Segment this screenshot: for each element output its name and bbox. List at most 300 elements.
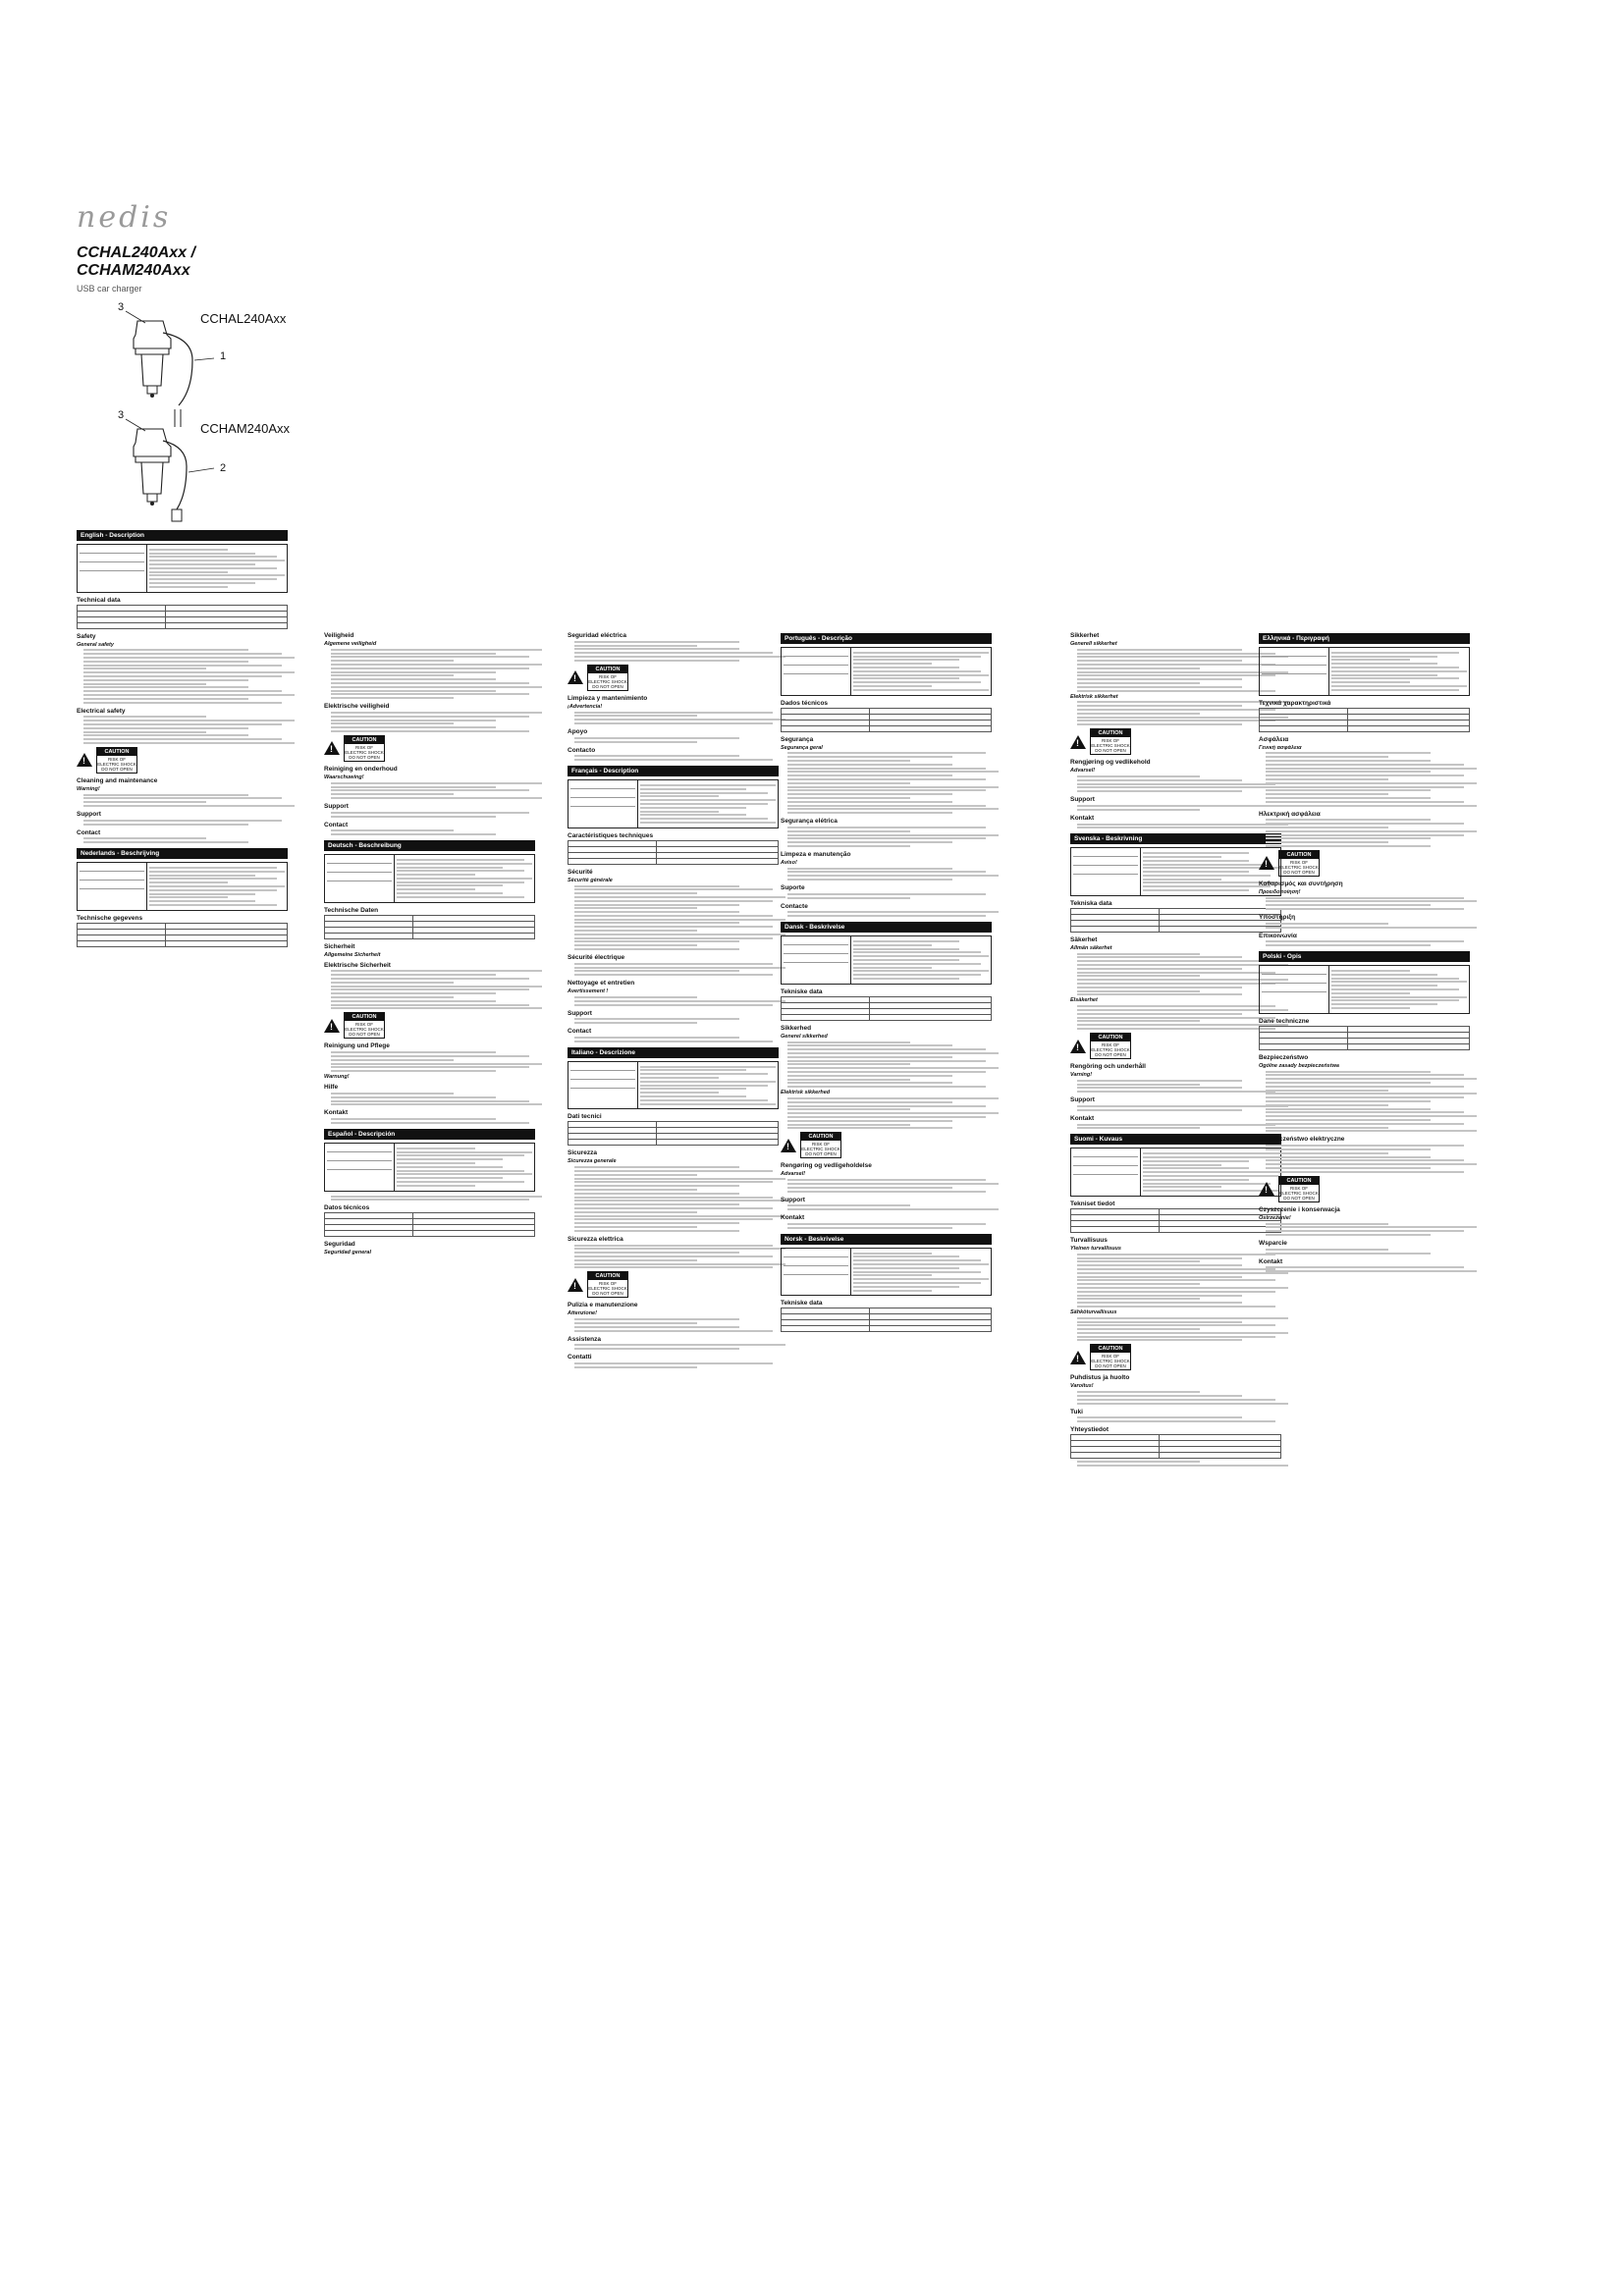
text-line: [331, 712, 542, 714]
text-line: [1266, 1266, 1464, 1268]
caution-title: CAUTION: [345, 736, 384, 744]
text-line: [331, 982, 454, 984]
caution-title: CAUTION: [1279, 851, 1319, 859]
text-line: [1266, 1253, 1431, 1255]
text-line: [574, 1200, 785, 1201]
callout-number: 3: [118, 409, 125, 421]
text-line: [1143, 875, 1270, 877]
section-heading: Contacte: [781, 902, 808, 910]
text-line: [149, 563, 254, 565]
model-label-bottom: CCHAM240Axx: [200, 421, 291, 436]
legend-row: [80, 562, 144, 571]
text-line: [787, 1086, 986, 1088]
text-line: [331, 1122, 529, 1124]
text-line: [331, 722, 454, 724]
caution-title: CAUTION: [1091, 1034, 1130, 1041]
text-line: [83, 841, 248, 843]
text-line: [787, 782, 910, 784]
text-line: [853, 1263, 989, 1265]
text-line: [1143, 856, 1221, 858]
text-line: [574, 1362, 773, 1364]
text-line: [1077, 1403, 1288, 1405]
caution-line: RISK OF ELECTRIC SHOCK: [1091, 1042, 1130, 1053]
text-line: [331, 730, 529, 732]
spec-row: [568, 858, 779, 864]
text-line: [1077, 1005, 1275, 1007]
text-line: [1266, 923, 1388, 925]
text-line: [1077, 682, 1200, 684]
section-heading: Contact: [77, 828, 101, 836]
text-line: [787, 752, 986, 754]
description-text: [395, 855, 534, 902]
text-line: [331, 1196, 542, 1198]
brand-logo: nedis: [77, 200, 172, 235]
caution-badge: [587, 665, 628, 691]
text-line: [787, 1044, 952, 1046]
description-legend: [1071, 848, 1141, 895]
caution-line: DO NOT OPEN: [805, 1151, 837, 1157]
caution-line: DO NOT OPEN: [1283, 869, 1315, 875]
text-line: [331, 812, 529, 814]
text-line: [787, 789, 986, 791]
text-line: [1266, 1074, 1464, 1076]
text-line: [149, 578, 276, 580]
warning-triangle-icon: [1070, 735, 1086, 749]
text-line: [574, 1226, 697, 1228]
text-line: [853, 940, 958, 942]
legend-row: [80, 545, 144, 554]
text-line: [331, 1063, 542, 1065]
text-line: [787, 1183, 999, 1185]
text-line: [787, 841, 952, 843]
text-line: [853, 681, 980, 683]
text-line: [1077, 964, 1288, 966]
text-line: [1331, 685, 1467, 687]
section-heading: Rengjøring og vedlikehold: [1070, 759, 1151, 767]
text-line: [574, 1222, 739, 1224]
text-line: [1143, 1160, 1248, 1162]
spec-label: [1071, 1226, 1160, 1232]
section-heading-bar: Polski - Opis: [1259, 951, 1470, 962]
section-heading: Tekniset tiedot: [1070, 1200, 1115, 1207]
text-line: [1077, 1324, 1275, 1326]
subheading: ¡Advertencia!: [568, 703, 603, 710]
text-line: [1077, 972, 1275, 974]
spec-value: [1347, 725, 1469, 731]
subheading: Advarsel!: [781, 1171, 806, 1178]
spec-value: [656, 858, 778, 864]
text-line: [1077, 1084, 1200, 1086]
text-line: [574, 970, 739, 972]
description-text: [147, 545, 287, 592]
text-line: [331, 653, 496, 655]
spec-table: [781, 1308, 992, 1332]
text-line: [1077, 1024, 1288, 1026]
text-line: [574, 1004, 773, 1006]
text-line: [397, 863, 532, 865]
text-line: [1077, 664, 1275, 666]
caution-line: DO NOT OPEN: [1095, 748, 1126, 754]
spec-table: [77, 605, 288, 629]
text-line: [574, 1266, 773, 1268]
text-line: [1077, 1276, 1242, 1278]
text-line: [397, 1148, 475, 1149]
text-line: [787, 801, 952, 803]
caution-badge: [344, 1012, 385, 1039]
spec-label: [1260, 725, 1348, 731]
section-heading: Caractéristiques techniques: [568, 831, 654, 839]
text-line: [1266, 1171, 1464, 1173]
description-table: [77, 862, 288, 911]
spec-row: [1071, 926, 1281, 932]
spec-label: [1071, 926, 1160, 932]
text-line: [149, 574, 285, 576]
section-heading: Kontakt: [1070, 814, 1095, 822]
section-heading: Segurança elétrica: [781, 818, 838, 826]
text-line: [640, 1066, 776, 1068]
text-line: [574, 712, 773, 714]
legend-row: [784, 936, 848, 945]
text-line: [787, 1060, 986, 1062]
text-line: [83, 686, 248, 688]
text-line: [787, 875, 999, 877]
description-table: [568, 1061, 779, 1110]
spec-table: [781, 996, 992, 1021]
text-line: [397, 1162, 475, 1164]
text-line: [1077, 1291, 1275, 1293]
caution-text: [588, 1280, 627, 1297]
caution-title: CAUTION: [801, 1133, 840, 1141]
text-line: [1266, 1093, 1477, 1095]
subheading: Aviso!: [781, 859, 797, 866]
section-heading: Contacto: [568, 746, 596, 754]
text-line: [787, 1079, 910, 1081]
description-text: [851, 1249, 991, 1296]
text-line: [1077, 786, 1288, 788]
text-line: [149, 904, 276, 906]
text-line: [787, 1105, 986, 1107]
text-line: [1077, 983, 1275, 985]
text-line: [574, 1348, 739, 1350]
text-line: [574, 1041, 773, 1042]
text-line: [574, 885, 739, 887]
section-heading: Sécurité électrique: [568, 954, 625, 962]
text-line: [1266, 845, 1431, 847]
text-line: [853, 948, 958, 950]
text-line: [787, 1120, 952, 1122]
text-line: [83, 657, 295, 659]
subheading: Elsäkerhet: [1070, 997, 1098, 1004]
text-line: [1143, 852, 1248, 854]
text-line: [149, 889, 276, 891]
warning-triangle-icon: [781, 1139, 796, 1152]
text-line: [574, 652, 773, 654]
text-line: [397, 874, 475, 876]
description-table: [324, 854, 535, 903]
description-text: [638, 1062, 778, 1109]
section-heading: Contact: [324, 821, 349, 828]
text-line: [1077, 790, 1242, 792]
legend-row: [1262, 674, 1326, 682]
text-line: [83, 797, 282, 799]
section-heading: Contact: [568, 1028, 592, 1036]
text-line: [640, 811, 719, 813]
section-heading-bar: Suomi - Kuvaus: [1070, 1134, 1281, 1145]
section-heading: Wsparcie: [1259, 1239, 1287, 1247]
text-line: [787, 1056, 952, 1058]
caution-text: [1091, 737, 1130, 754]
text-line: [574, 1218, 773, 1220]
text-line: [1077, 979, 1288, 981]
text-line: [397, 1185, 475, 1187]
text-line: [574, 1197, 773, 1199]
text-line: [1077, 649, 1242, 651]
column-1: [77, 200, 291, 949]
spec-label: [568, 858, 657, 864]
description-legend: [568, 780, 638, 828]
text-line: [574, 1252, 739, 1254]
section-heading: Puhdistus ja huolto: [1070, 1374, 1130, 1382]
text-line: [397, 1158, 502, 1160]
text-line: [853, 951, 980, 953]
text-line: [331, 686, 542, 688]
text-line: [853, 970, 989, 972]
text-line: [331, 1059, 454, 1061]
text-line: [149, 881, 228, 883]
section-heading: Yhteystiedot: [1070, 1426, 1110, 1434]
section-heading: Kontakt: [781, 1214, 805, 1222]
text-line: [1331, 1007, 1410, 1009]
subheading: Προειδοποίηση!: [1259, 888, 1301, 895]
text-line: [1077, 709, 1275, 711]
spec-table: [568, 840, 779, 865]
text-line: [331, 649, 542, 651]
description-text: [1329, 966, 1469, 1013]
legend-row: [1262, 648, 1326, 657]
text-line: [1266, 1145, 1464, 1147]
spec-table: [324, 1212, 535, 1237]
text-line: [787, 1097, 999, 1099]
text-line: [640, 1095, 745, 1097]
text-line: [149, 871, 285, 873]
text-line: [331, 1066, 529, 1068]
text-line: [1266, 786, 1464, 788]
text-line: [787, 1223, 986, 1225]
text-line: [1266, 837, 1431, 839]
legend-row: [570, 789, 635, 798]
text-line: [574, 1215, 785, 1217]
text-line: [1077, 674, 1275, 676]
spec-label: [325, 1231, 413, 1237]
text-line: [331, 1096, 496, 1098]
warning-triangle-icon: [324, 741, 340, 755]
model-label-top: CCHAL240Axx: [200, 311, 287, 326]
caution-warning: [568, 665, 779, 691]
text-line: [787, 764, 952, 766]
section-heading: Επικοινωνία: [1259, 932, 1297, 939]
text-line: [1331, 978, 1458, 980]
text-line: [149, 549, 228, 551]
document-subtitle: USB car charger: [77, 284, 142, 294]
text-line: [1077, 1028, 1275, 1030]
subheading: Warning!: [77, 785, 100, 792]
text-line: [1331, 674, 1436, 676]
text-line: [574, 911, 739, 913]
caution-text: [1091, 1041, 1130, 1058]
text-line: [787, 897, 910, 899]
text-line: [83, 794, 248, 796]
spec-row: [325, 933, 535, 938]
section-heading: Nettoyage et entretien: [568, 980, 635, 988]
text-line: [574, 904, 739, 906]
column-6: [1259, 628, 1470, 1274]
text-line: [1077, 1109, 1242, 1111]
legend-row: [1262, 984, 1326, 992]
text-line: [574, 1330, 773, 1332]
text-line: [787, 812, 952, 814]
text-line: [787, 805, 986, 807]
text-line: [397, 1154, 523, 1156]
subheading: Generel sikkerhed: [781, 1033, 828, 1040]
description-text: [395, 1144, 534, 1191]
text-line: [574, 719, 785, 721]
text-line: [331, 1007, 542, 1009]
text-line: [787, 756, 952, 758]
text-line: [787, 760, 910, 762]
text-line: [787, 1041, 910, 1043]
section-heading-bar: Ελληνικά - Περιγραφή: [1259, 633, 1470, 644]
text-line: [1077, 678, 1242, 680]
section-heading: Technical data: [77, 596, 121, 604]
section-heading: Tekniske data: [781, 1300, 823, 1308]
caution-warning: [1070, 1033, 1281, 1059]
description-legend: [325, 855, 395, 902]
section-heading: Seguridad eléctrica: [568, 632, 626, 639]
section-heading: Rengøring og vedligeholdelse: [781, 1162, 872, 1170]
text-line: [574, 1185, 739, 1187]
legend-row: [1073, 866, 1138, 875]
section-heading: Hilfe: [324, 1084, 339, 1092]
legend-row: [80, 889, 144, 897]
text-line: [1266, 1086, 1464, 1088]
text-line: [83, 716, 206, 718]
section-heading: Limpieza y mantenimiento: [568, 694, 648, 702]
text-line: [1331, 1003, 1436, 1005]
text-line: [574, 948, 739, 950]
text-line: [397, 870, 523, 872]
text-line: [1077, 1321, 1242, 1323]
text-line: [83, 653, 282, 655]
spec-label: [1071, 1453, 1160, 1459]
text-line: [331, 671, 496, 673]
text-line: [149, 885, 285, 887]
text-line: [1077, 1306, 1275, 1308]
text-line: [1077, 671, 1288, 673]
text-line: [331, 1103, 542, 1105]
text-line: [83, 671, 295, 673]
text-line: [1266, 1096, 1464, 1098]
text-line: [1143, 871, 1248, 873]
caution-line: DO NOT OPEN: [101, 766, 133, 772]
text-line: [853, 1259, 980, 1261]
text-line: [574, 937, 773, 939]
text-line: [1077, 1395, 1242, 1397]
text-line: [1077, 827, 1275, 828]
subheading: Avertissement !: [568, 988, 609, 995]
subheading: Seguridad general: [324, 1250, 371, 1256]
legend-row: [570, 1062, 635, 1071]
subheading: Yleinen turvallisuus: [1070, 1245, 1121, 1252]
text-line: [1331, 689, 1458, 691]
text-line: [1077, 779, 1242, 781]
text-line: [574, 963, 773, 965]
text-line: [1331, 981, 1467, 983]
text-line: [331, 992, 496, 994]
text-line: [1077, 653, 1275, 655]
text-line: [1266, 1270, 1477, 1272]
text-line: [574, 930, 697, 932]
text-line: [1266, 756, 1388, 758]
legend-row: [1073, 1148, 1138, 1157]
text-line: [331, 988, 529, 990]
text-line: [1077, 1336, 1275, 1338]
section-heading: Καθαρισμός και συντήρηση: [1259, 880, 1343, 887]
text-line: [83, 734, 248, 736]
section-heading-bar: English - Description: [77, 530, 288, 541]
spec-label: [78, 940, 166, 946]
section-heading: Assistenza: [568, 1335, 601, 1343]
section-heading: Kontakt: [324, 1109, 349, 1117]
legend-row: [784, 954, 848, 963]
text-line: [1077, 1087, 1242, 1089]
section-heading: Support: [781, 1196, 805, 1203]
text-line: [331, 660, 454, 662]
spec-label: [782, 1014, 870, 1020]
description-legend: [782, 648, 851, 695]
text-line: [853, 978, 958, 980]
text-line: [1077, 805, 1275, 807]
description-table: [1070, 1148, 1281, 1197]
text-line: [1077, 1105, 1288, 1107]
text-line: [1077, 1283, 1200, 1285]
text-line: [574, 1166, 739, 1168]
text-line: [83, 683, 206, 685]
spec-row: [568, 1140, 779, 1146]
text-line: [331, 789, 529, 791]
subheading: Generell sikkerhet: [1070, 641, 1117, 647]
caution-line: DO NOT OPEN: [1283, 1195, 1315, 1201]
text-line: [83, 679, 248, 681]
description-table: [781, 935, 992, 985]
text-line: [83, 661, 248, 663]
text-line: [1331, 985, 1436, 987]
text-line: [1077, 713, 1200, 715]
text-line: [574, 1203, 739, 1205]
description-legend: [78, 863, 147, 910]
text-line: [574, 722, 773, 724]
text-line: [1077, 960, 1275, 962]
text-line: [787, 1187, 952, 1189]
text-line: [574, 967, 785, 969]
text-line: [640, 807, 745, 809]
legend-row: [784, 963, 848, 971]
spec-row: [782, 1326, 992, 1332]
text-line: [574, 1322, 697, 1324]
text-line: [1331, 652, 1458, 654]
section-heading: Dane techniczne: [1259, 1017, 1310, 1025]
text-line: [1266, 940, 1464, 942]
text-line: [1266, 782, 1477, 784]
